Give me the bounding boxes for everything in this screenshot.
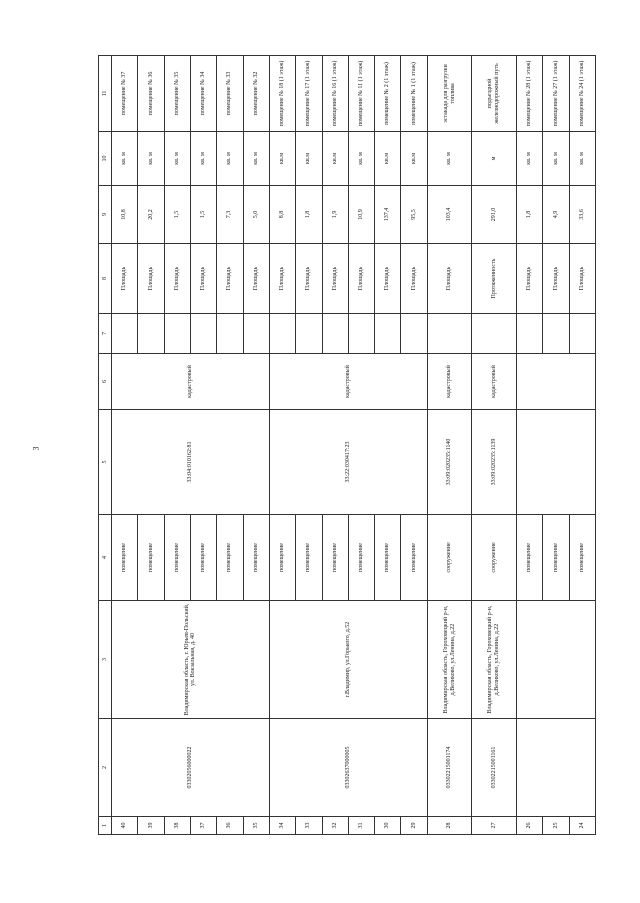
parameter: Площадь	[517, 244, 543, 314]
empty-cell	[138, 314, 164, 354]
object-name: помещение № 37	[112, 56, 138, 132]
value: 20,2	[138, 186, 164, 244]
column-header: 7	[99, 314, 112, 354]
value: 103,4	[427, 186, 472, 244]
object-type: помещение	[375, 515, 401, 601]
parameter: Площадь	[401, 244, 427, 314]
row-number: 33	[296, 817, 322, 835]
cadastral-number: 33:04:010162:81	[112, 410, 270, 515]
unit: кв.м	[322, 132, 348, 186]
cadastral-number: 33:09:020235:1139	[472, 410, 517, 515]
value: 137,4	[375, 186, 401, 244]
row-number: 32	[322, 817, 348, 835]
row-number: 30	[375, 817, 401, 835]
value: 10,8	[112, 186, 138, 244]
empty-cell	[217, 314, 243, 354]
empty-cell	[543, 314, 569, 354]
empty-cell	[517, 410, 596, 515]
row-number: 38	[164, 817, 190, 835]
object-type: помещение	[269, 515, 295, 601]
empty-cell	[190, 314, 216, 354]
empty-cell	[269, 314, 295, 354]
object-name: помещение № 32	[243, 56, 269, 132]
row-number: 27	[472, 817, 517, 835]
empty-cell	[517, 719, 596, 817]
value: 8,8	[269, 186, 295, 244]
address: Владимирская область, г. Юрьев-Польский, ул. Вокзальная, д. 40	[112, 601, 270, 719]
object-name: помещение № 27 (1 этаж)	[543, 56, 569, 132]
parameter: Площадь	[217, 244, 243, 314]
empty-cell	[517, 601, 596, 719]
column-number-row	[99, 56, 112, 835]
table-row	[472, 56, 517, 835]
object-type: помещение	[296, 515, 322, 601]
page-number: 3	[31, 446, 41, 451]
empty-cell	[112, 314, 138, 354]
parameter: Площадь	[322, 244, 348, 314]
number-type: кадастровый	[112, 354, 270, 410]
cadastral-number: 33:09:020235:1140	[427, 410, 472, 515]
unit: кв.м	[401, 132, 427, 186]
column-header: 1	[99, 817, 112, 835]
unit: кв.м	[296, 132, 322, 186]
value: 33,6	[569, 186, 595, 244]
cadastral-number: 33:22:030417:23	[269, 410, 427, 515]
parameter: Площадь	[427, 244, 472, 314]
column-header: 4	[99, 515, 112, 601]
object-type: сооружение	[427, 515, 472, 601]
value: 1,8	[296, 186, 322, 244]
value: 1,5	[164, 186, 190, 244]
object-type: помещение	[190, 515, 216, 601]
row-number: 31	[348, 817, 374, 835]
object-type: помещение	[543, 515, 569, 601]
empty-cell	[401, 314, 427, 354]
registry-code: 03302637000005	[269, 719, 427, 817]
object-type: помещение	[243, 515, 269, 601]
address: г.Владимир, ул.Горького, д.52	[269, 601, 427, 719]
rotated-table-sheet	[98, 56, 596, 835]
parameter: Площадь	[138, 244, 164, 314]
table-row	[517, 56, 543, 835]
row-number: 35	[243, 817, 269, 835]
address: Владимирская область, Гороховецкий р-н, д.Великово, ул.Ленина, д.22	[472, 601, 517, 719]
object-name: помещение № 18 (1 этаж)	[269, 56, 295, 132]
property-table	[98, 55, 596, 835]
parameter: Площадь	[164, 244, 190, 314]
row-number: 34	[269, 817, 295, 835]
unit: кв. м	[164, 132, 190, 186]
row-number: 37	[190, 817, 216, 835]
object-type: помещение	[164, 515, 190, 601]
object-type: помещение	[348, 515, 374, 601]
value: 7,3	[217, 186, 243, 244]
object-type: помещение	[401, 515, 427, 601]
registry-code: 03302215001174	[427, 719, 472, 817]
row-number: 40	[112, 817, 138, 835]
table-row	[269, 56, 295, 835]
value: 1,8	[517, 186, 543, 244]
object-type: сооружение	[472, 515, 517, 601]
value: 1,5	[190, 186, 216, 244]
object-name: эстакада для разгрузки топлива	[427, 56, 472, 132]
unit: кв.м	[269, 132, 295, 186]
row-number: 24	[569, 817, 595, 835]
empty-cell	[322, 314, 348, 354]
column-header: 8	[99, 244, 112, 314]
object-name: помещение № 33	[217, 56, 243, 132]
object-type: помещение	[322, 515, 348, 601]
value: 4,9	[543, 186, 569, 244]
empty-cell	[348, 314, 374, 354]
object-type: помещение	[112, 515, 138, 601]
object-type: помещение	[138, 515, 164, 601]
parameter: Площадь	[348, 244, 374, 314]
column-header: 5	[99, 410, 112, 515]
unit: кв. м	[517, 132, 543, 186]
empty-cell	[375, 314, 401, 354]
unit: кв. м	[427, 132, 472, 186]
unit: м	[472, 132, 517, 186]
object-name: помещение № 16 (1 этаж)	[322, 56, 348, 132]
registry-code: 03302215001161	[472, 719, 517, 817]
object-name: помещение № 24 (1 этаж)	[569, 56, 595, 132]
empty-cell	[517, 314, 543, 354]
column-header: 3	[99, 601, 112, 719]
number-type: кадастровый	[472, 354, 517, 410]
parameter: Площадь	[543, 244, 569, 314]
unit: кв. м	[348, 132, 374, 186]
table-row	[112, 56, 138, 835]
row-number: 39	[138, 817, 164, 835]
object-name: помещение № 17 (1 этаж)	[296, 56, 322, 132]
object-type: помещение	[517, 515, 543, 601]
parameter: Площадь	[296, 244, 322, 314]
empty-cell	[243, 314, 269, 354]
object-type: помещение	[217, 515, 243, 601]
value: 95,5	[401, 186, 427, 244]
object-name: помещение № 1 (1 этаж)	[401, 56, 427, 132]
unit: кв. м	[138, 132, 164, 186]
value: 1,9	[322, 186, 348, 244]
object-name: помещение № 28 (1 этаж)	[517, 56, 543, 132]
empty-cell	[517, 354, 596, 410]
column-header: 2	[99, 719, 112, 817]
number-type: кадастровый	[427, 354, 472, 410]
parameter: Площадь	[375, 244, 401, 314]
unit: кв. м	[112, 132, 138, 186]
unit: кв. м	[243, 132, 269, 186]
empty-cell	[296, 314, 322, 354]
object-name: помещение № 11 (1 этаж)	[348, 56, 374, 132]
object-type: помещение	[569, 515, 595, 601]
parameter: Площадь	[112, 244, 138, 314]
unit: кв. м	[190, 132, 216, 186]
parameter: Площадь	[569, 244, 595, 314]
value: 291,0	[472, 186, 517, 244]
row-number: 36	[217, 817, 243, 835]
value: 10,9	[348, 186, 374, 244]
empty-cell	[472, 314, 517, 354]
parameter: Площадь	[190, 244, 216, 314]
row-number: 25	[543, 817, 569, 835]
object-name: помещение № 36	[138, 56, 164, 132]
empty-cell	[164, 314, 190, 354]
registry-code: 03302056000022	[112, 719, 270, 817]
empty-cell	[427, 314, 472, 354]
object-name: помещение № 2 (1 этаж)	[375, 56, 401, 132]
column-header: 10	[99, 132, 112, 186]
column-header: 11	[99, 56, 112, 132]
unit: кв. м	[569, 132, 595, 186]
row-number: 29	[401, 817, 427, 835]
address: Владимирская область, Гороховецкий р-н, д.Великово, ул.Ленина, д.22	[427, 601, 472, 719]
parameter: Площадь	[243, 244, 269, 314]
parameter: Протяженность	[472, 244, 517, 314]
number-type: кадастровый	[269, 354, 427, 410]
column-header: 9	[99, 186, 112, 244]
object-name: помещение № 34	[190, 56, 216, 132]
object-name: помещение № 35	[164, 56, 190, 132]
parameter: Площадь	[269, 244, 295, 314]
object-name: подъездной железнодорожный путь	[472, 56, 517, 132]
empty-cell	[569, 314, 595, 354]
table-row	[427, 56, 472, 835]
unit: кв.м	[375, 132, 401, 186]
row-number: 26	[517, 817, 543, 835]
column-header: 6	[99, 354, 112, 410]
row-number: 28	[427, 817, 472, 835]
value: 5,0	[243, 186, 269, 244]
unit: кв. м	[543, 132, 569, 186]
unit: кв. м	[217, 132, 243, 186]
